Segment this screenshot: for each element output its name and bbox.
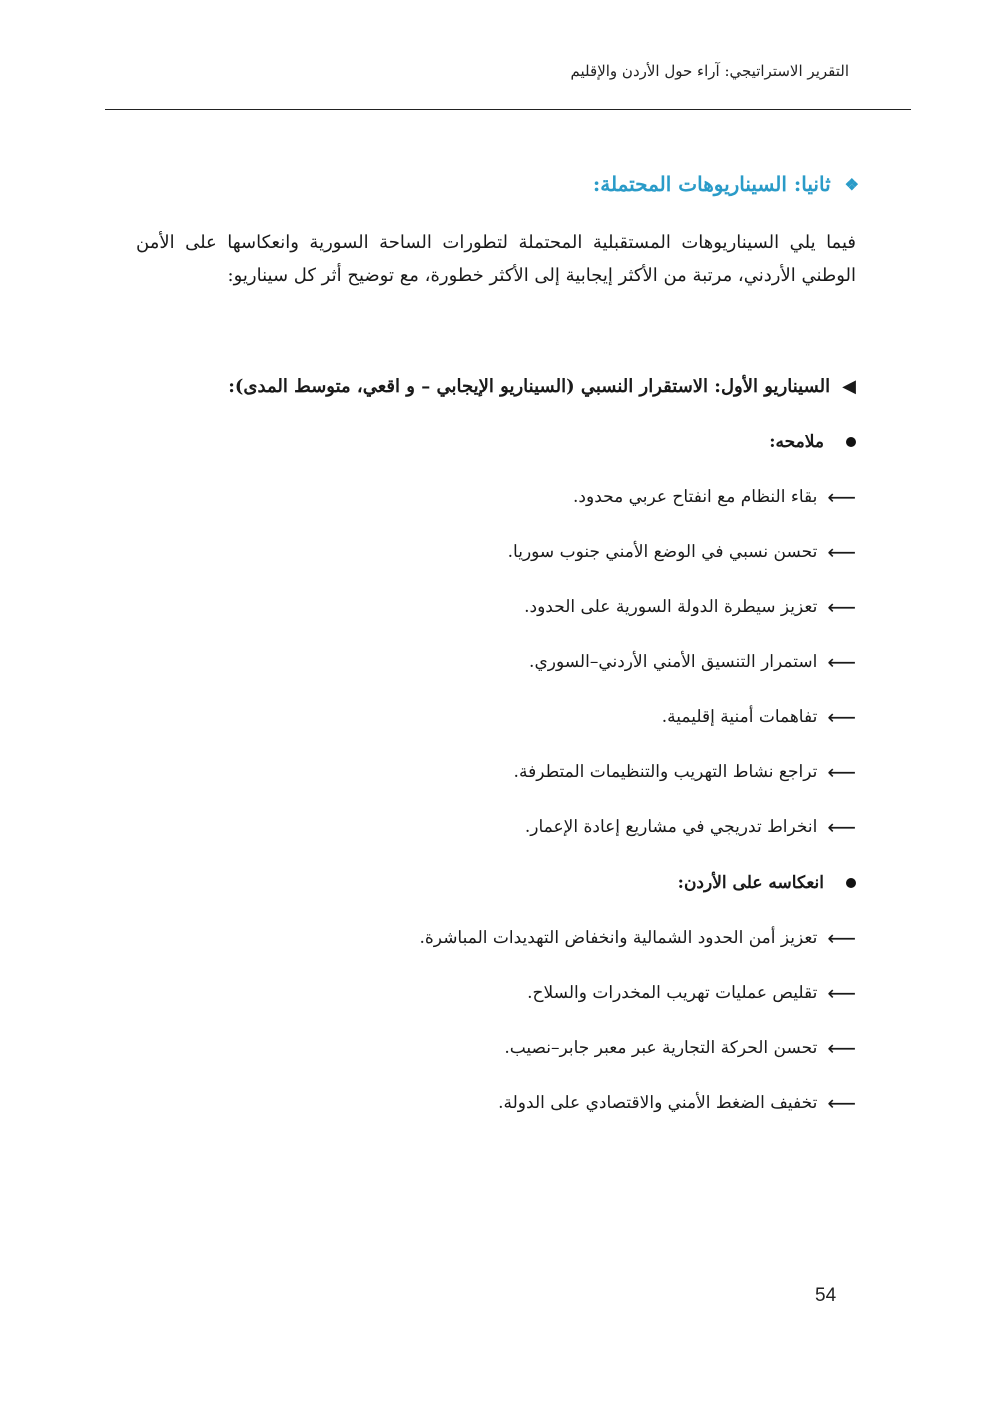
list-item	[525, 817, 856, 837]
arrow-icon: ⟵	[827, 815, 856, 839]
list-item-text: تعزيز سيطرة الدولة السورية على الحدود.	[524, 597, 818, 617]
arrow-icon: ⟵	[827, 650, 856, 674]
arrow-icon: ⟵	[827, 981, 856, 1005]
list-item	[420, 928, 857, 948]
list-item-text: تحسن نسبي في الوضع الأمني جنوب سوريا.	[507, 542, 818, 562]
list-item	[514, 762, 856, 782]
diamond-icon: ❖	[844, 174, 859, 194]
page-number: 54	[815, 1285, 837, 1306]
list-item-text: تحسن الحركة التجارية عبر معبر جابر–نصيب.	[504, 1038, 818, 1058]
list-item-text: تقليص عمليات تهريب المخدرات والسلاح.	[527, 983, 818, 1003]
section-heading	[593, 172, 859, 196]
arrow-icon: ⟵	[827, 760, 856, 784]
features-heading	[769, 432, 856, 452]
arrow-icon: ⟵	[827, 595, 856, 619]
arrow-icon: ⟵	[827, 540, 856, 564]
section-heading-text: ثانيا: السيناريوهات المحتملة:	[592, 172, 831, 196]
list-item	[573, 487, 856, 507]
arrow-icon: ⟵	[827, 1036, 856, 1060]
list-item	[527, 983, 856, 1003]
list-item	[508, 542, 856, 562]
list-item	[504, 1038, 856, 1058]
list-item	[662, 707, 856, 727]
intro-paragraph: فيما يلي السيناريوهات المستقبلية المحتملة لتطورات الساحة السورية وانعكاسها على الأمن الوطني الأردني، مرتبة من الأكثر إيجابية إلى الأكثر خطورة، مع توضيح أثر كل سيناريو:	[136, 232, 856, 286]
list-item-text: تعزيز أمن الحدود الشمالية وانخفاض التهديدات المباشرة.	[419, 928, 818, 948]
list-item-text: تفاهمات أمنية إقليمية.	[661, 707, 818, 727]
arrow-icon: ⟵	[827, 485, 856, 509]
running-header: التقرير الاستراتيجي: آراء حول الأردن والإقليم	[570, 62, 849, 80]
impact-heading-text: انعكاسه على الأردن:	[677, 873, 824, 893]
list-item-text: بقاء النظام مع انفتاح عربي محدود.	[573, 487, 818, 507]
list-item	[498, 1093, 856, 1113]
scenario-heading-text: السيناريو الأول: الاستقرار النسبي (السيناريو الإيجابي – و اقعي، متوسط المدى):	[228, 376, 831, 397]
arrow-icon: ⟵	[827, 1091, 856, 1115]
bullet-icon	[846, 878, 856, 888]
header-divider	[105, 109, 911, 110]
list-item-text: تراجع نشاط التهريب والتنظيمات المتطرفة.	[513, 762, 818, 782]
list-item	[529, 652, 856, 672]
features-heading-text: ملامحه:	[769, 432, 824, 452]
arrow-icon: ⟵	[827, 926, 856, 950]
arrow-icon: ⟵	[827, 705, 856, 729]
list-item-text: تخفيف الضغط الأمني والاقتصادي على الدولة.	[498, 1093, 818, 1113]
triangle-icon: ◀	[842, 376, 856, 397]
bullet-icon	[846, 437, 856, 447]
list-item-text: استمرار التنسيق الأمني الأردني–السوري.	[529, 652, 818, 672]
impact-heading	[678, 873, 856, 893]
list-item	[524, 597, 856, 617]
scenario-heading	[228, 376, 856, 397]
list-item-text: انخراط تدريجي في مشاريع إعادة الإعمار.	[524, 817, 818, 837]
